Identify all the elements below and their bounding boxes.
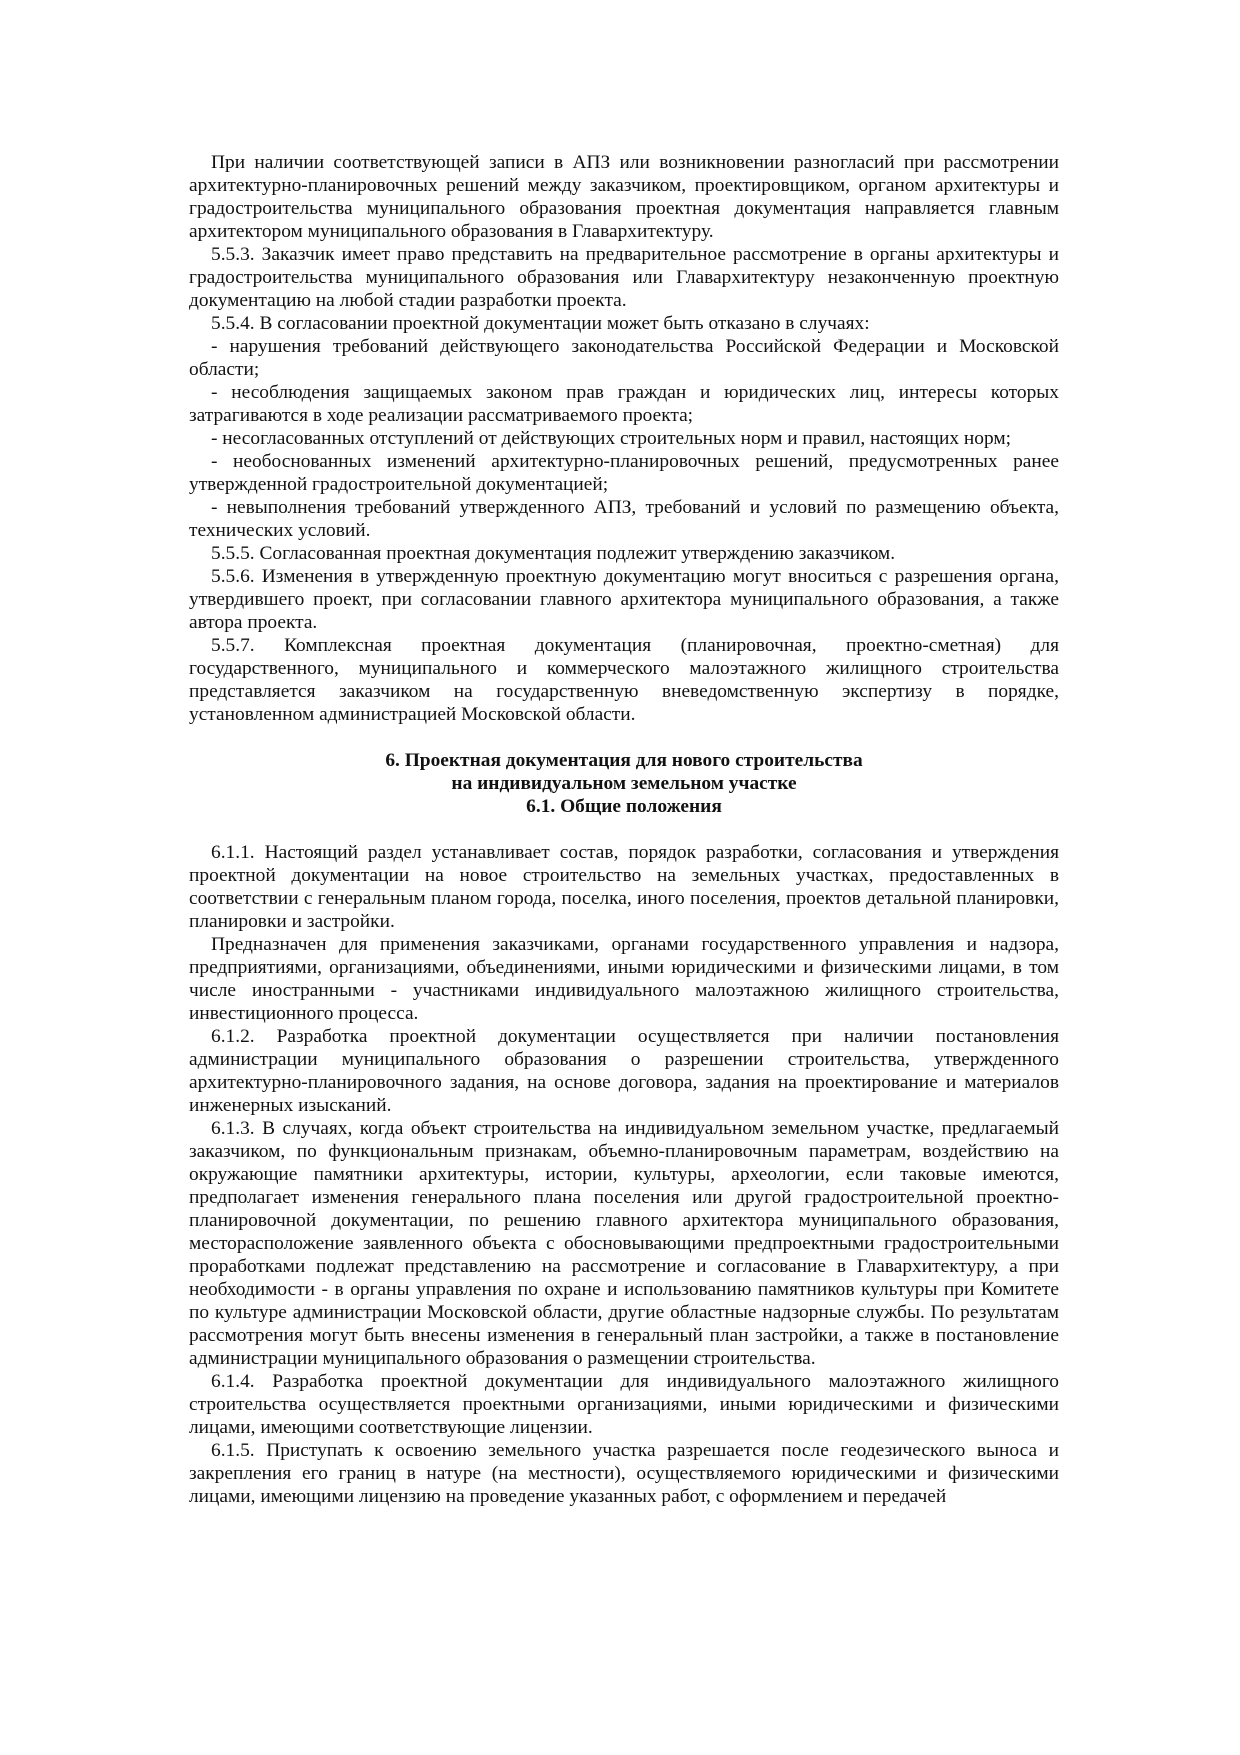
paragraph-5-5-4: 5.5.4. В согласовании проектной документации может быть отказано в случаях: [211, 313, 870, 334]
list-item-changes: - необоснованных изменений архитектурно-планировочных решений, предусмотренных ранее утвержденной градостроительной документацией; [189, 451, 1059, 495]
section-title-line-1: 6. Проектная документация для нового строительства [385, 750, 863, 771]
paragraph-5-5-6: 5.5.6. Изменения в утвержденную проектную документацию могут вноситься с разрешения органа, утвердившего проект, при согласовании главного архитектора муниципального образования, а также автора проекта. [189, 566, 1059, 633]
paragraph-apz-disagreement: При наличии соответствующей записи в АПЗ или возникновении разногласий при рассмотрении архитектурно-планировочных решений между заказчиком, проектировщиком, органом архитектуры и градостроительства муниципального образования проектная документация направляется главным архитектором муниципального образования в Главархитектуру. [189, 152, 1059, 242]
section-6-heading [189, 749, 1059, 818]
paragraph-6-1-2: 6.1.2. Разработка проектной документации осуществляется при наличии постановления администрации муниципального образования о разрешении строительства, утвержденного архитектурно-планировочного задания, на основе договора, задания на проектирование и материалов инженерных изысканий. [189, 1026, 1059, 1116]
list-item-norms: - несогласованных отступлений от действующих строительных норм и правил, настоящих норм; [211, 428, 1012, 449]
paragraph-purpose: Предназначен для применения заказчиками, органами государственного управления и надзора, предприятиями, организациями, объединениями, иными юридическими и физическими лицами, в том числе иностранными - участниками индивидуального малоэтажною жилищного строительства, инвестиционного процесса. [189, 934, 1059, 1024]
paragraph-6-1-5: 6.1.5. Приступать к освоению земельного участка разрешается после геодезического выноса и закрепления его границ в натуре (на местности), осуществляемого юридическими и физическими лицами, имеющими лицензию на проведение указанных работ, с оформлением и передачей [189, 1440, 1059, 1507]
list-item-legislation: - нарушения требований действующего законодательства Российской Федерации и Московской области; [189, 336, 1059, 380]
document-page [189, 151, 1059, 1508]
paragraph-6-1-1: 6.1.1. Настоящий раздел устанавливает состав, порядок разработки, согласования и утверждения проектной документации на новое строительство на земельных участках, предоставленных в соответствии с генеральным планом города, поселка, иного поселения, проектов детальной планировки, планировки и застройки. [189, 842, 1059, 932]
list-item-rights: - несоблюдения защищаемых законом прав граждан и юридических лиц, интересы которых затрагиваются в ходе реализации рассматриваемого проекта; [189, 382, 1059, 426]
subsection-title: 6.1. Общие положения [526, 796, 722, 817]
paragraph-6-1-4: 6.1.4. Разработка проектной документации для индивидуального малоэтажного жилищного строительства осуществляется проектными организациями, иными юридическими и физическими лицами, имеющими соответствующие лицензии. [189, 1371, 1059, 1438]
paragraph-5-5-3: 5.5.3. Заказчик имеет право представить на предварительное рассмотрение в органы архитектуры и градостроительства муниципального образования или Главархитектуру незаконченную проектную документацию на любой стадии разработки проекта. [189, 244, 1059, 311]
list-item-apz-requirements: - невыполнения требований утвержденного АПЗ, требований и условий по размещению объекта, технических условий. [189, 497, 1059, 541]
paragraph-5-5-5: 5.5.5. Согласованная проектная документация подлежит утверждению заказчиком. [211, 543, 896, 564]
paragraph-5-5-7: 5.5.7. Комплексная проектная документация (планировочная, проектно-сметная) для государственного, муниципального и коммерческого малоэтажного жилищного строительства представляется заказчиком на государственную вневедомственную экспертизу в порядке, установленном администрацией Московской области. [189, 635, 1059, 725]
section-title-line-2: на индивидуальном земельном участке [451, 773, 797, 794]
paragraph-6-1-3: 6.1.3. В случаях, когда объект строительства на индивидуальном земельном участке, предлагаемый заказчиком, по функциональным признакам, объемно-планировочным параметрам, воздействию на окружающие памятники архитектуры, истории, культуры, археологии, если таковые имеются, предполагает изменения генерального плана поселения или другой градостроительной проектно-планировочной документации, по решению главного архитектора муниципального образования, месторасположение заявленного объекта с обосновывающими предпроектными градостроительными проработками подлежат представлению на рассмотрение и согласование в Главархитектуру, а при необходимости - в органы управления по охране и использованию памятников культуры при Комитете по культуре администрации Московской области, другие областные надзорные службы. По результатам рассмотрения могут быть внесены изменения в генеральный план застройки, а также в постановление администрации муниципального образования о размещении строительства. [189, 1118, 1059, 1369]
